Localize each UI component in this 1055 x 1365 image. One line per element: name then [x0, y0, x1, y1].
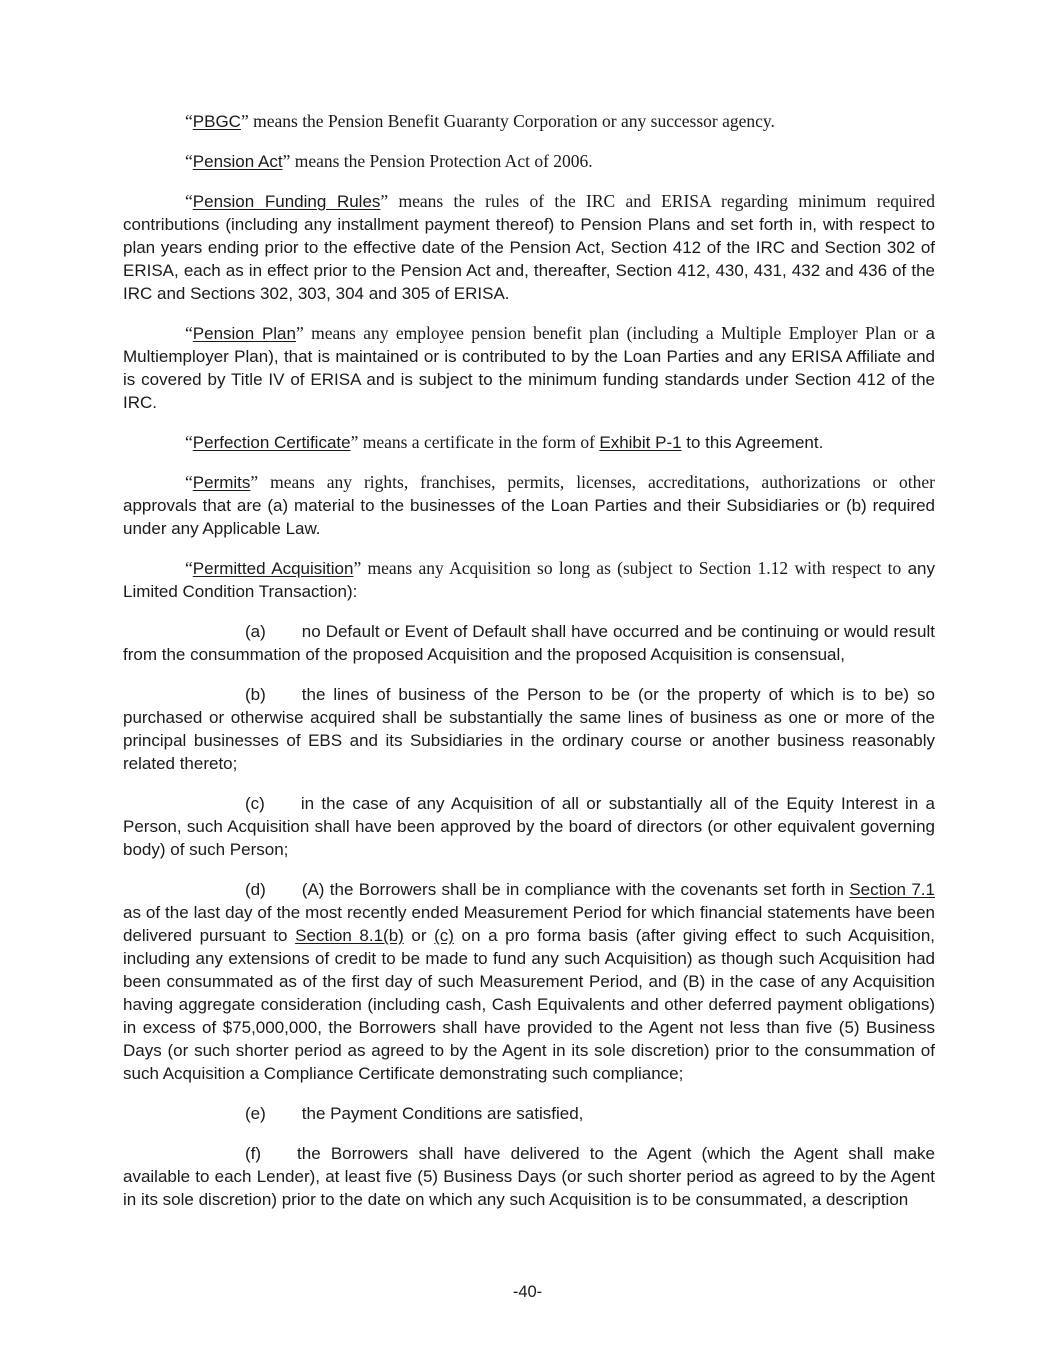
def-perfection-certificate [123, 431, 935, 454]
text-run: on a pro forma basis (after giving effect to such Acquisition, including any extensions of credit to be made to fund any such Acquisition) as though such Acquisition had been consummated as of the first day of such Measurement Period, and (B) in the case of any Acquisition having aggregate consideration (including cash, Cash Equivalents and other deferred payment obligations) in excess of $75,000,000, the Borrowers shall have provided to the Agent not less than five (5) Business Days (or such shorter period as agreed to by the Agent in its sole discretion) prior to the consummation of such Acquisition a Compliance Certificate demonstrating such compliance; [123, 926, 936, 1083]
defined-term: Perfection Certificate [192, 433, 351, 452]
defined-term: Pension Plan [192, 324, 296, 343]
def-pension-plan [123, 322, 935, 414]
def-pension-act [123, 150, 935, 173]
text-run: “ [185, 432, 193, 452]
clause-b [123, 683, 935, 775]
clause-label: (e) [245, 1104, 266, 1123]
text-run: ” means any employee pension benefit plan (including a Multiple Employer Plan or [295, 323, 926, 343]
text-run: in the case of any Acquisition of all or substantially all of the Equity Interest in a Person, such Acquisition shall have been approved by the board of directors (or other equivalent governing body) of such Person; [123, 794, 935, 859]
text-run: or [403, 926, 435, 945]
def-pbgc [123, 110, 935, 133]
text-run: contributions (including any installment payment thereof) to Pension Plans and set forth in, with respect to plan years ending prior to the effective date of the Pension Act, Section 412 of the IRC and Section 302 of ERISA, each as in effect prior to the Pension Act and, thereafter, Section 412, 430, 431, 432 and 436 of the IRC and Sections 302, 303, 304 and 305 of ERISA. [123, 215, 935, 303]
text-run: the lines of business of the Person to be (or the property of which is to be) so purchased or otherwise acquired shall be substantially the same lines of business as one or more of the principal businesses of EBS and its Subsidiaries in the ordinary course or another business reasonably related thereto; [123, 685, 935, 773]
clause-label: (b) [245, 685, 266, 704]
text-run: ” means any Acquisition so long as (subject to Section 1.12 with respect to [353, 558, 908, 578]
defined-term: PBGC [192, 112, 241, 131]
document-body [123, 110, 935, 1228]
text-run: ” means a certificate in the form of [350, 432, 600, 452]
text-run: as of the last day of the most recently ended Measurement Period for which financial statements have been delivered pursuant to [123, 903, 935, 945]
text-run: approvals that are (a) material to the businesses of the Loan Parties and their Subsidiaries or (b) required under any Applicable Law. [123, 496, 935, 538]
text-run: (A) the Borrowers shall be in compliance with the covenants set forth in [301, 880, 850, 899]
defined-term: Section 7.1 [849, 880, 935, 899]
clause-a [123, 620, 935, 666]
text-run: “ [185, 191, 193, 211]
text-run: ” means any rights, franchises, permits, licenses, accreditations, authorizations or other [250, 472, 935, 492]
clause-label: (a) [245, 622, 266, 641]
def-pension-funding-rules [123, 190, 935, 305]
clause-label: (c) [245, 794, 265, 813]
defined-term: Permits [192, 473, 251, 492]
text-run: the Payment Conditions are satisfied, [301, 1104, 584, 1123]
text-run: no Default or Event of Default shall have occurred and be continuing or would result from the consummation of the proposed Acquisition and the proposed Acquisition is consensual, [123, 622, 935, 664]
text-run: ” means the Pension Protection Act of 2006. [282, 151, 593, 171]
defined-term: Permitted Acquisition [192, 559, 354, 578]
clause-d [123, 878, 935, 1085]
text-run: any Limited Condition Transaction): [123, 559, 936, 601]
def-permitted-acquisition [123, 557, 935, 603]
text-run: “ [185, 558, 193, 578]
clause-e [123, 1102, 935, 1125]
text-run: “ [185, 111, 193, 131]
text-run: “ [185, 323, 193, 343]
defined-term: Exhibit P-1 [599, 433, 682, 452]
clause-c [123, 792, 935, 861]
text-run: the Borrowers shall have delivered to the Agent (which the Agent shall make available to each Lender), at least five (5) Business Days (or such shorter period as agreed to by the Agent in its sole discretion) prior to the date on which any such Acquisition is to be consummated, a description [123, 1144, 935, 1209]
defined-term: Section 8.1(b) [295, 926, 404, 945]
defined-term: (c) [434, 926, 454, 945]
page-number: -40- [512, 1283, 543, 1301]
defined-term: Pension Funding Rules [192, 192, 381, 211]
def-permits [123, 471, 935, 540]
clause-f [123, 1142, 935, 1211]
text-run: to this Agreement. [681, 433, 824, 452]
text-run: a Multiemployer Plan), that is maintained or is contributed to by the Loan Parties and any ERISA Affiliate and is covered by Title IV of ERISA and is subject to the minimum funding standards under Section 412 of the IRC. [123, 324, 935, 412]
text-run: ” means the rules of the IRC and ERISA regarding minimum required [380, 191, 936, 211]
clause-label: (f) [245, 1144, 262, 1163]
clause-label: (d) [245, 880, 266, 899]
defined-term: Pension Act [192, 152, 283, 171]
text-run: “ [185, 151, 193, 171]
text-run: “ [185, 472, 193, 492]
text-run: ” means the Pension Benefit Guaranty Corporation or any successor agency. [240, 111, 775, 131]
